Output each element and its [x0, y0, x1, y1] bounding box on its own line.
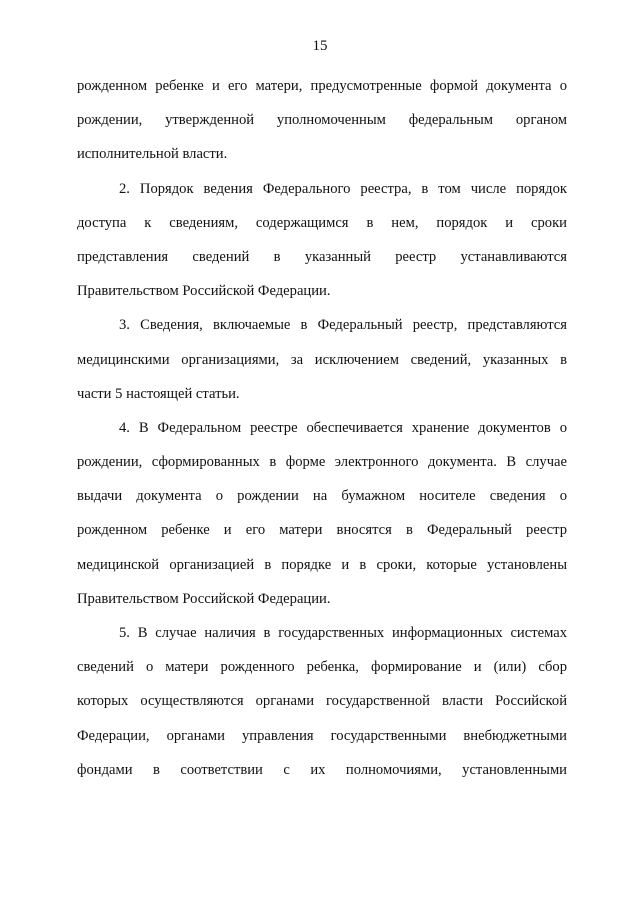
text-line: части 5 настоящей статьи. [77, 385, 240, 402]
text-line: 2. Порядок ведения Федерального реестра, в том числе порядок [119, 180, 567, 197]
text-line: 4. В Федеральном реестре обеспечивается хранение документов о [119, 419, 567, 436]
text-line: рождении, сформированных в форме электронного документа. В случае [77, 454, 567, 471]
page-number: 15 [312, 38, 328, 54]
text-line: сведений о матери рожденного ребенка, формирование и (или) сбор [77, 659, 567, 676]
text-line: медицинскими организациями, за исключением сведений, указанных в [77, 351, 567, 368]
body-text [77, 75, 567, 793]
text-line: рожденном ребенке и его матери, предусмотренные формой документа о [77, 78, 567, 94]
text-line: рождении, утвержденной уполномоченным федеральным органом [77, 112, 567, 129]
text-line: медицинской организацией в порядке и в сроки, которые установлены [77, 556, 567, 573]
text-line: доступа к сведениям, содержащимся в нем, порядок и сроки [77, 214, 567, 231]
text-line: выдачи документа о рождении на бумажном носителе сведения о [77, 488, 567, 505]
text-line: исполнительной власти. [77, 146, 228, 163]
text-line: 5. В случае наличия в государственных информационных системах [119, 625, 567, 641]
text-line: Правительством Российской Федерации. [77, 283, 331, 300]
text-line: которых осуществляются органами государственной власти Российской [77, 693, 567, 710]
text-line: представления сведений в указанный реестр устанавливаются [77, 248, 567, 265]
text-line: Правительством Российской Федерации. [77, 590, 331, 607]
text-line: фондами в соответствии с их полномочиями, установленными [77, 761, 567, 778]
text-line: рожденном ребенке и его матери вносятся в Федеральный реестр [77, 522, 567, 539]
text-line: 3. Сведения, включаемые в Федеральный реестр, представляются [119, 317, 567, 334]
text-line: Федерации, органами управления государственными внебюджетными [77, 727, 567, 744]
